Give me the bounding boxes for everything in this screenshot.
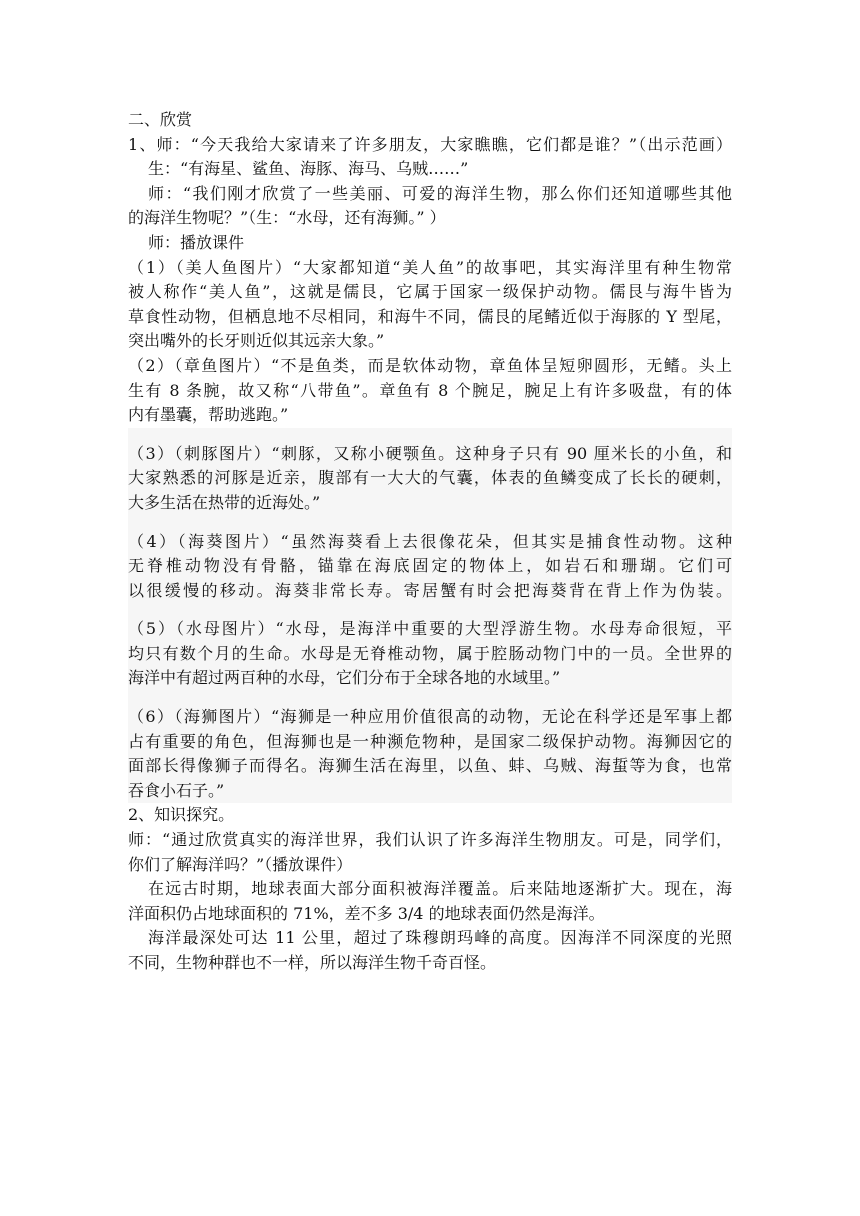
- ocean-depth-line2: 不同，生物种群也不一样，所以海洋生物千奇百怪。: [128, 953, 497, 972]
- text-line: （1）（美人鱼图片）“大家都知道“美人鱼”的故事吧，其实海洋里有种生物常: [128, 257, 732, 277]
- item2-teacher-line2: 你们了解海洋吗？”（播放课件）: [128, 854, 353, 874]
- text-line: 面部长得像狮子而得名。海狮生活在海里，以鱼、蚌、乌贼、海蜇等为食，也常: [128, 756, 732, 776]
- text-line: 生有 8 条腕，故又称“八带鱼”。章鱼有 8 个腕足，腕足上有许多吸盘，有的体: [128, 380, 732, 400]
- text-line: （2）（章鱼图片）“不是鱼类，而是软体动物，章鱼体呈短卵圆形，无鳍。头上: [128, 355, 732, 375]
- paragraph-sea-lion: [128, 705, 732, 803]
- text-line: 均只有数个月的生命。水母是无脊椎动物，属于腔肠动物门中的一员。全世界的: [128, 643, 732, 663]
- section-title: 二、欣赏: [128, 110, 193, 129]
- teacher-question-line1: 师：“我们刚才欣赏了一些美丽、可爱的海洋生物，那么你们还知道哪些其他: [148, 183, 732, 203]
- paragraph-pufferfish: [128, 442, 732, 516]
- ocean-area-line1: 在远古时期，地球表面大部分面积被海洋覆盖。后来陆地逐渐扩大。现在，海: [148, 879, 732, 899]
- text-line: 海洋中有超过两百种的水母，它们分布于全球各地的水域里。”: [128, 668, 561, 688]
- text-line: （3）（刺豚图片）“刺豚，又称小硬颚鱼。这种身子只有 90 厘米长的小鱼，和: [128, 443, 732, 463]
- highlighted-block: [128, 428, 732, 804]
- text-line: 占有重要的角色，但海狮也是一种濒危物种，是国家二级保护动物。海狮因它的: [128, 731, 732, 751]
- text-line: 吞食小石子。”: [128, 780, 225, 800]
- text-line: （6）（海狮图片）“海狮是一种应用价值很高的动物，无论在科学还是军事上都: [128, 707, 732, 727]
- document-body: [128, 108, 732, 976]
- text-line: 大家熟悉的河豚是近亲，腹部有一大大的气囊，体表的鱼鳞变成了长长的硬刺，: [128, 468, 732, 488]
- item2-teacher-line1: 师：“通过欣赏真实的海洋世界，我们认识了许多海洋生物朋友。可是，同学们，: [128, 830, 732, 850]
- teacher-question-line2: 的海洋生物呢？”（生：“水母，还有海狮。” ）: [128, 208, 446, 228]
- text-line: 大多生活在热带的近海处。”: [128, 492, 321, 512]
- item1-intro: 1、师：“今天我给大家请来了许多朋友，大家瞧瞧，它们都是谁？”（出示范画）: [128, 134, 732, 154]
- text-line: （4）（海葵图片）“虽然海葵看上去很像花朵，但其实是捕食性动物。这种: [128, 531, 732, 551]
- student-answer: 生：“有海星、鲨鱼、海豚、海马、乌贼……”: [148, 159, 469, 179]
- paragraph-sea-anemone: [128, 530, 732, 604]
- text-line: 以很缓慢的移动。海葵非常长寿。寄居蟹有时会把海葵背在背上作为伪装。: [128, 580, 732, 600]
- text-line: 突出嘴外的长牙则近似其远亲大象。”: [128, 331, 385, 351]
- text-line: （5）（水母图片）“水母，是海洋中重要的大型浮游生物。水母寿命很短，平: [128, 619, 732, 639]
- play-courseware: 师：播放课件: [148, 232, 245, 252]
- text-line: 被人称作“美人鱼”，这就是儒艮，它属于国家一级保护动物。儒艮与海牛皆为: [128, 282, 732, 302]
- text-line: 内有墨囊，帮助逃跑。”: [128, 405, 289, 425]
- ocean-area-line2: 洋面积仍占地球面积的 71%，差不多 3/4 的地球表面仍然是海洋。: [128, 903, 605, 923]
- paragraph-jellyfish: [128, 617, 732, 691]
- paragraph-octopus: [128, 354, 732, 428]
- text-line: 草食性动物，但栖息地不尽相同，和海牛不同，儒艮的尾鳍近似于海豚的 Y 型尾，: [128, 306, 732, 326]
- item2-title: 2、知识探究。: [128, 805, 235, 825]
- ocean-depth-line1: 海洋最深处可达 11 公里，超过了珠穆朗玛峰的高度。因海洋不同深度的光照: [148, 928, 732, 948]
- paragraph-mermaid: [128, 256, 732, 354]
- text-line: 无脊椎动物没有骨骼，锚靠在海底固定的物体上，如岩石和珊瑚。它们可: [128, 556, 732, 576]
